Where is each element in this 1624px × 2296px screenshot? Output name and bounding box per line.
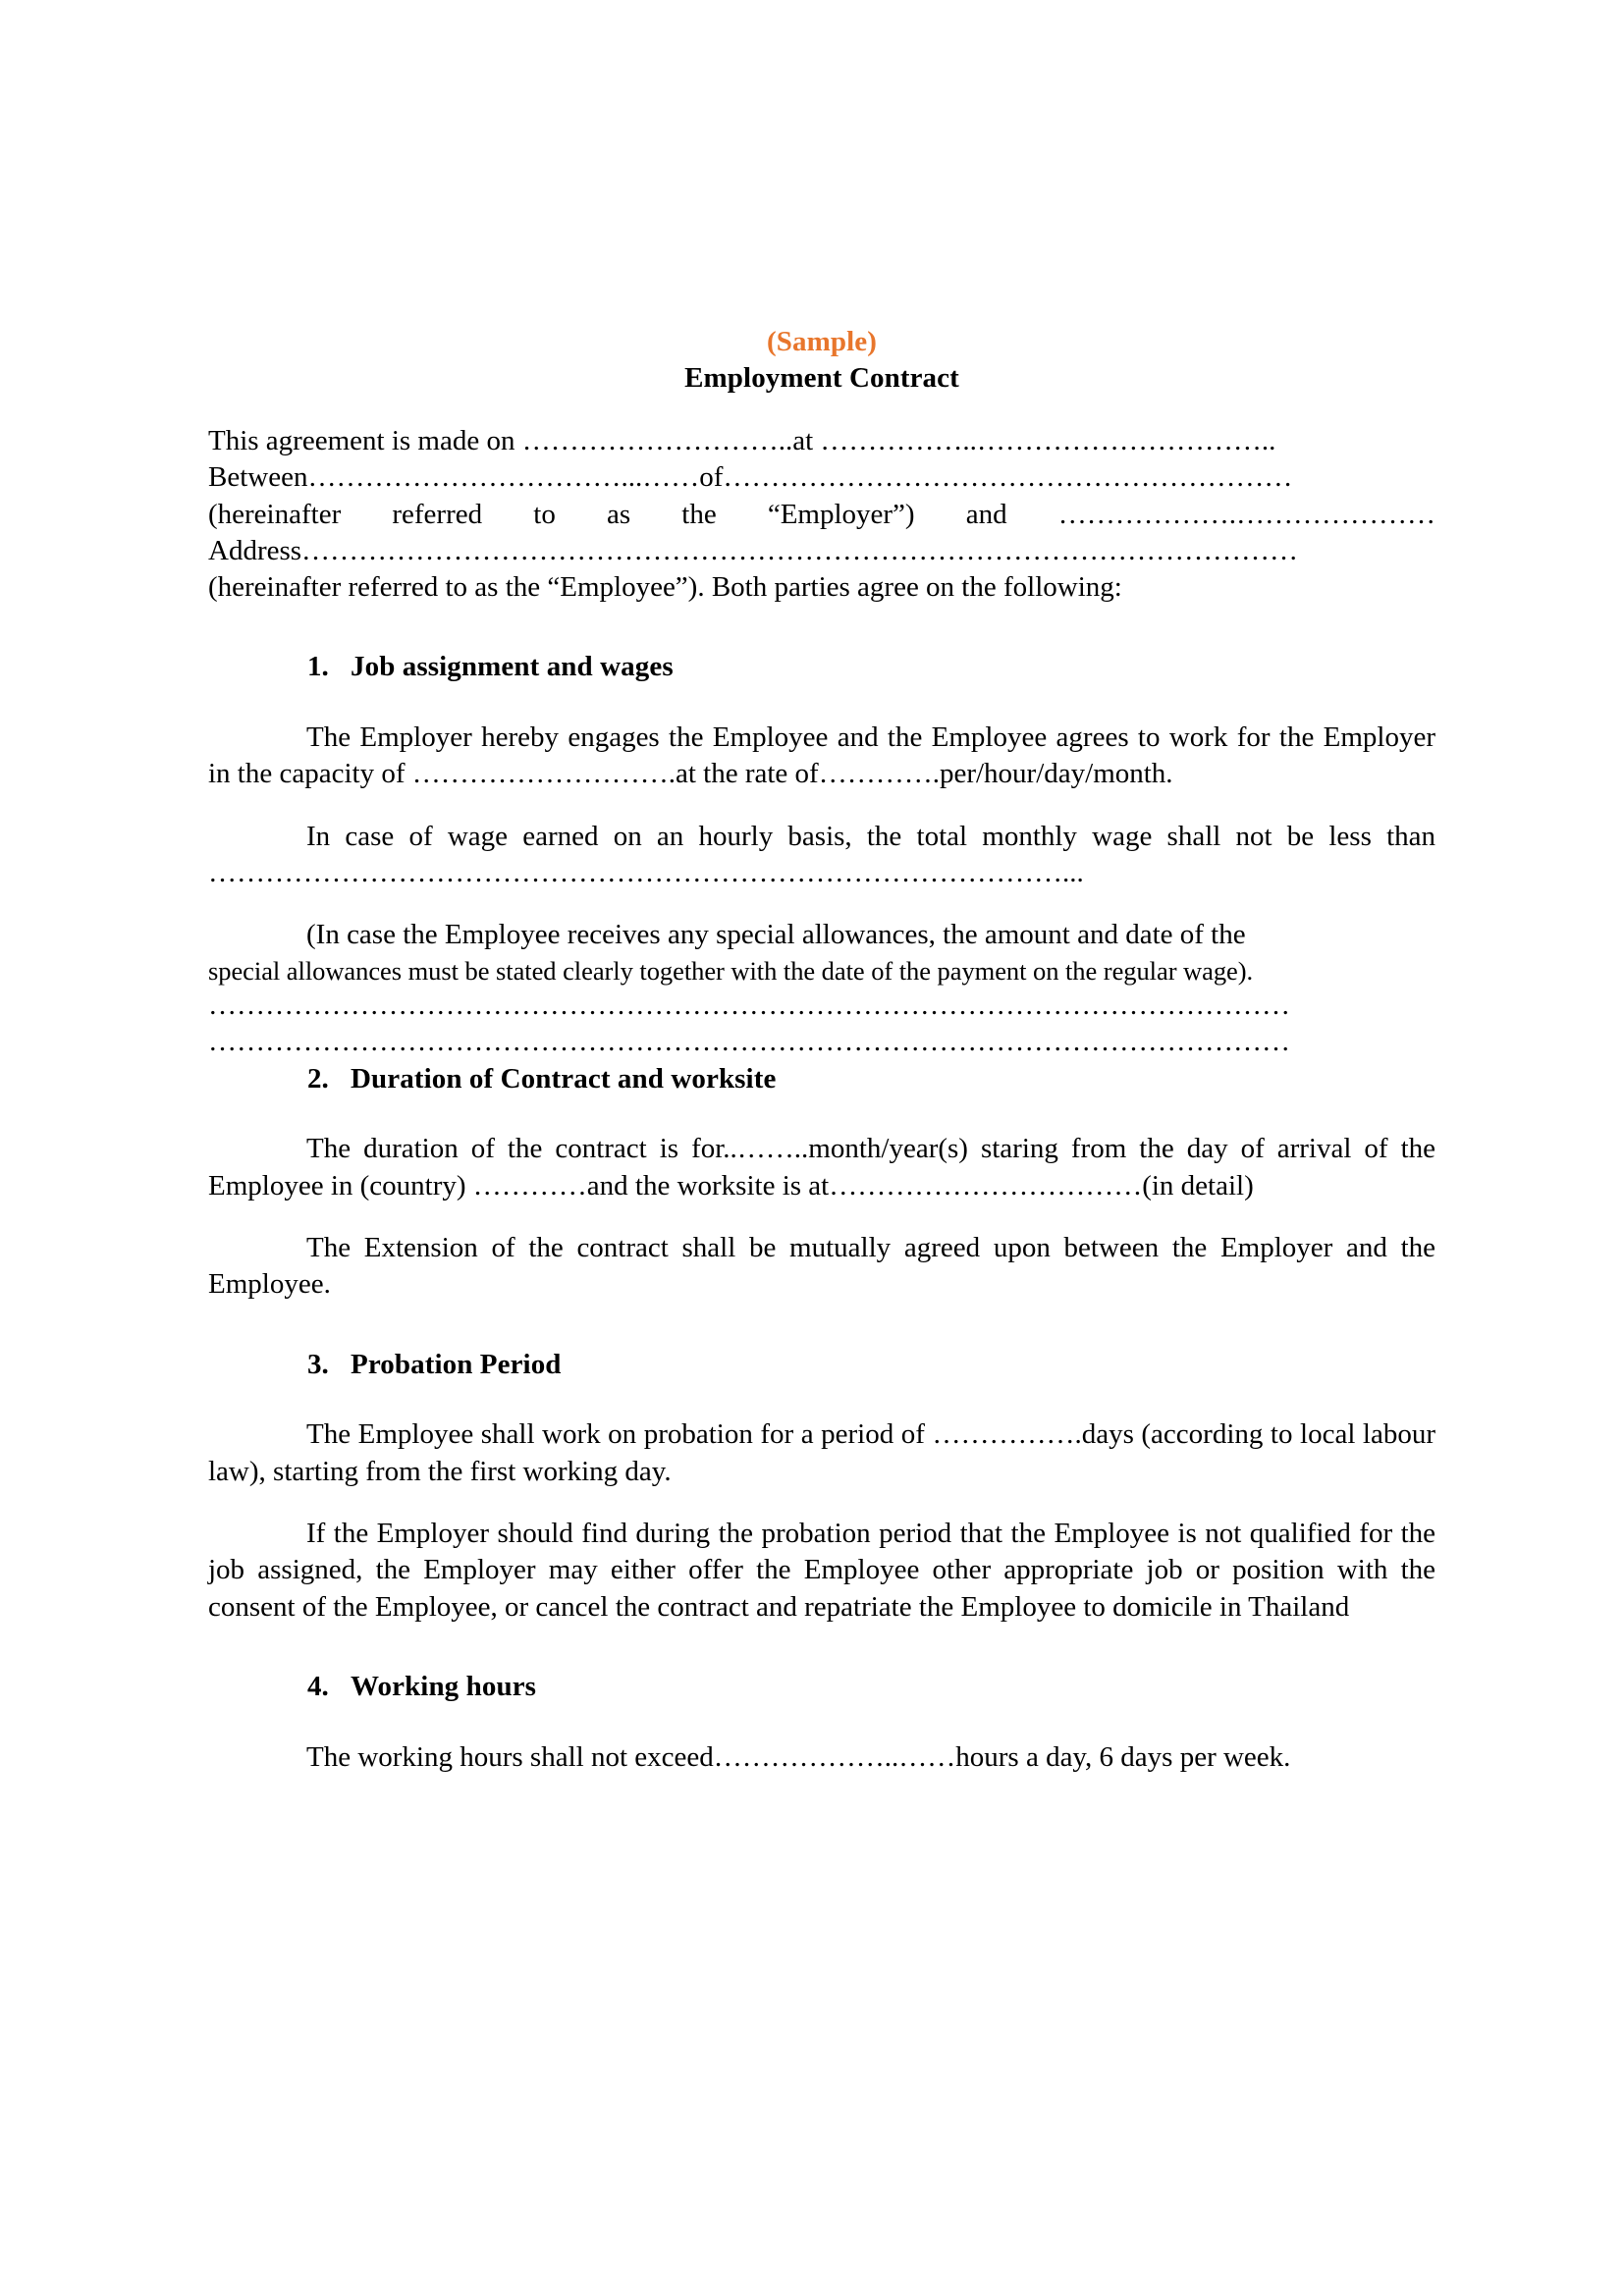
preamble-line-3-dots: ……………….………………… xyxy=(1057,498,1436,530)
section-3-paragraph-1: The Employee shall work on probation for a period of …………….days (according to local labour law), starting from the first working day. xyxy=(208,1418,1435,1487)
section-3-paragraph-2: If the Employer should find during the probation period that the Employee is not qualified for the job assigned, the Employer may either offer the Employee other appropriate job or position with the consent of the Employee, or cancel the contract and repatriate the Employee to domicile in Thailand xyxy=(208,1517,1435,1623)
section-title-4: Working hours xyxy=(351,1671,537,1703)
document-title-block xyxy=(208,324,1435,396)
section-heading-2 xyxy=(307,1061,1435,1097)
spacer xyxy=(208,793,1435,819)
section-title-2: Duration of Contract and worksite xyxy=(351,1062,777,1095)
section-heading-3 xyxy=(307,1347,1435,1383)
sample-label: (Sample) xyxy=(767,326,877,357)
page-title: Employment Contract xyxy=(684,361,959,394)
preamble-line-3-text: (hereinafter referred to as the “Employer”) and xyxy=(208,498,1007,530)
section-1-dotted-line-2: …………………………………………………………………………………………………… xyxy=(208,1026,1290,1058)
spacer xyxy=(208,1097,1435,1131)
spacer xyxy=(208,686,1435,720)
section-1-dotted-line-1: …………………………………………………………………………………………………… xyxy=(208,988,1290,1021)
section-number-1: 1. xyxy=(307,651,329,683)
section-title-3: Probation Period xyxy=(351,1348,562,1380)
section-title-1: Job assignment and wages xyxy=(351,651,674,683)
spacer xyxy=(208,1706,1435,1739)
section-heading-1 xyxy=(307,649,1435,685)
preamble-line-4: Address…………………………………………………………………………………………… xyxy=(208,534,1299,566)
preamble-block xyxy=(208,423,1435,606)
spacer xyxy=(208,1383,1435,1416)
spacer xyxy=(208,1204,1435,1230)
preamble-line-5: (hereinafter referred to as the “Employee”). Both parties agree on the following: xyxy=(208,571,1122,604)
section-number-2: 2. xyxy=(307,1062,329,1095)
section-number-3: 3. xyxy=(307,1348,329,1380)
section-1-paragraph-1: The Employer hereby engages the Employee and the Employee agrees to work for the Employer in the capacity of ……………………….at the rate of………….per/hour/day/month. xyxy=(208,721,1435,790)
spacer xyxy=(208,1304,1435,1347)
section-2-paragraph-1: The duration of the contract is for..……..month/year(s) staring from the day of arrival of the Employee in (country) …………and the worksite is at……………………………(in detail) xyxy=(208,1133,1435,1201)
section-number-4: 4. xyxy=(307,1671,329,1703)
document-content xyxy=(208,324,1435,1776)
section-2-paragraph-2: The Extension of the contract shall be mutually agreed upon between the Employer and the Employee. xyxy=(208,1231,1435,1301)
preamble-line-3 xyxy=(208,497,1435,533)
spacer xyxy=(208,1626,1435,1669)
section-1-paragraph-3: (In case the Employee receives any special allowances, the amount and date of the xyxy=(306,919,1246,951)
spacer xyxy=(208,606,1435,649)
section-1-condensed-line: special allowances must be stated clearly together with the date of the payment on the regular wage). xyxy=(208,955,1254,986)
spacer xyxy=(208,1490,1435,1516)
section-heading-4 xyxy=(307,1669,1435,1705)
preamble-line-1: This agreement is made on ………………………..at ……………..………………………….. xyxy=(208,425,1276,457)
section-4-paragraph-1: The working hours shall not exceed………………..……hours a day, 6 days per week. xyxy=(306,1740,1291,1773)
preamble-line-2: Between……………………………...……of…………………………………………………… xyxy=(208,461,1293,494)
spacer xyxy=(208,891,1435,917)
section-1-paragraph-2: In case of wage earned on an hourly basis, the total monthly wage shall not be less than ………………………………………………………………………………... xyxy=(208,820,1435,888)
